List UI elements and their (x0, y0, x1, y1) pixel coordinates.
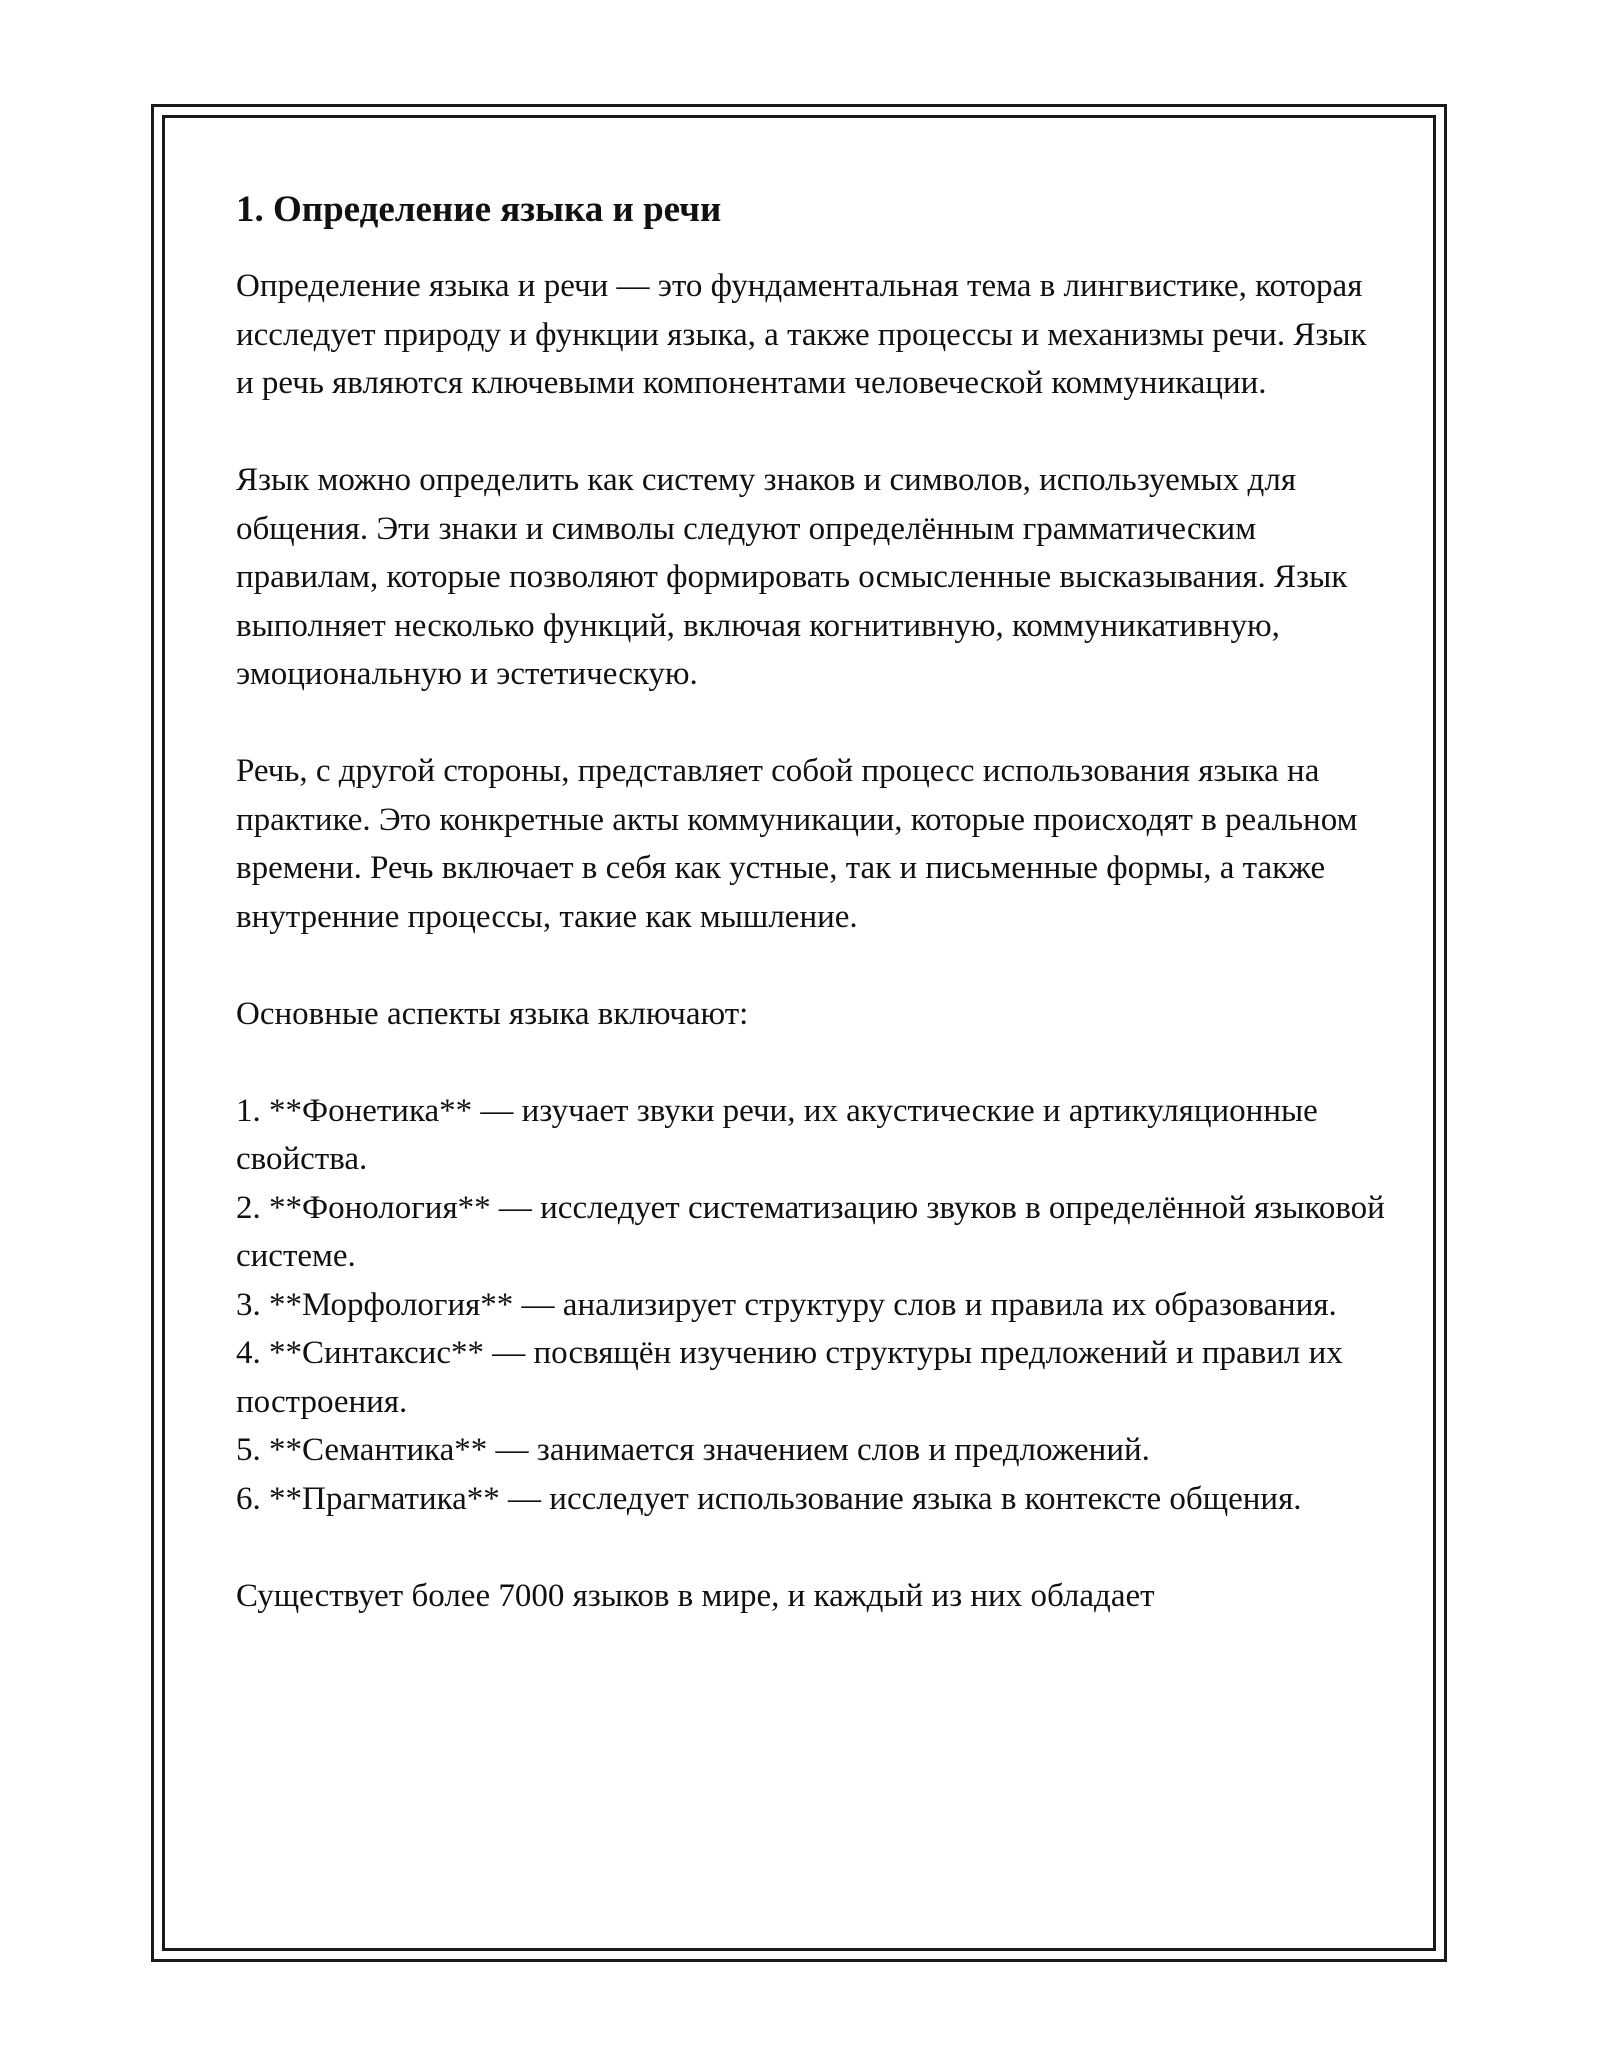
list-item: 2. **Фонология** — исследует систематизацию звуков в определённой языковой системе. (236, 1189, 1385, 1274)
paragraph-closing: Существует более 7000 языков в мире, и каждый из них обладает (236, 1577, 1155, 1614)
list-item: 3. **Морфология** — анализирует структуру слов и правила их образования. (236, 1286, 1337, 1323)
paragraph-language: Язык можно определить как систему знаков и символов, используемых для общения. Эти знаки и символы следуют определённым грамматическим правилам, которые позволяют формировать осмысленные высказывания. Язык выполняет несколько функций, включая когнитивную, коммуникативную, эмоциональную и эстетическую. (236, 462, 1348, 692)
list-item: 6. **Прагматика** — исследует использование языка в контексте общения. (236, 1480, 1302, 1517)
aspects-list (236, 1087, 1386, 1524)
paragraph-definition: Определение языка и речи — это фундаментальная тема в лингвистике, которая исследует природу и функции языка, а также процессы и механизмы речи. Язык и речь являются ключевыми компонентами человеческой коммуникации. (236, 268, 1367, 401)
paragraph-speech: Речь, с другой стороны, представляет собой процесс использования языка на практике. Это конкретные акты коммуникации, которые происходят в реальном времени. Речь включает в себя как устные, так и письменные формы, а также внутренние процессы, такие как мышление. (236, 753, 1358, 935)
section-heading: 1. Определение языка и речи (236, 189, 722, 230)
list-item: 5. **Семантика** — занимается значением слов и предложений. (236, 1432, 1150, 1468)
list-item: 1. **Фонетика** — изучает звуки речи, их акустические и артикуляционные свойства. (236, 1092, 1318, 1177)
document-body (236, 186, 1386, 1669)
list-item: 4. **Синтаксис** — посвящён изучению структуры предложений и правил их построения. (236, 1335, 1343, 1420)
paragraph-aspects-intro: Основные аспекты языка включают: (236, 995, 749, 1032)
